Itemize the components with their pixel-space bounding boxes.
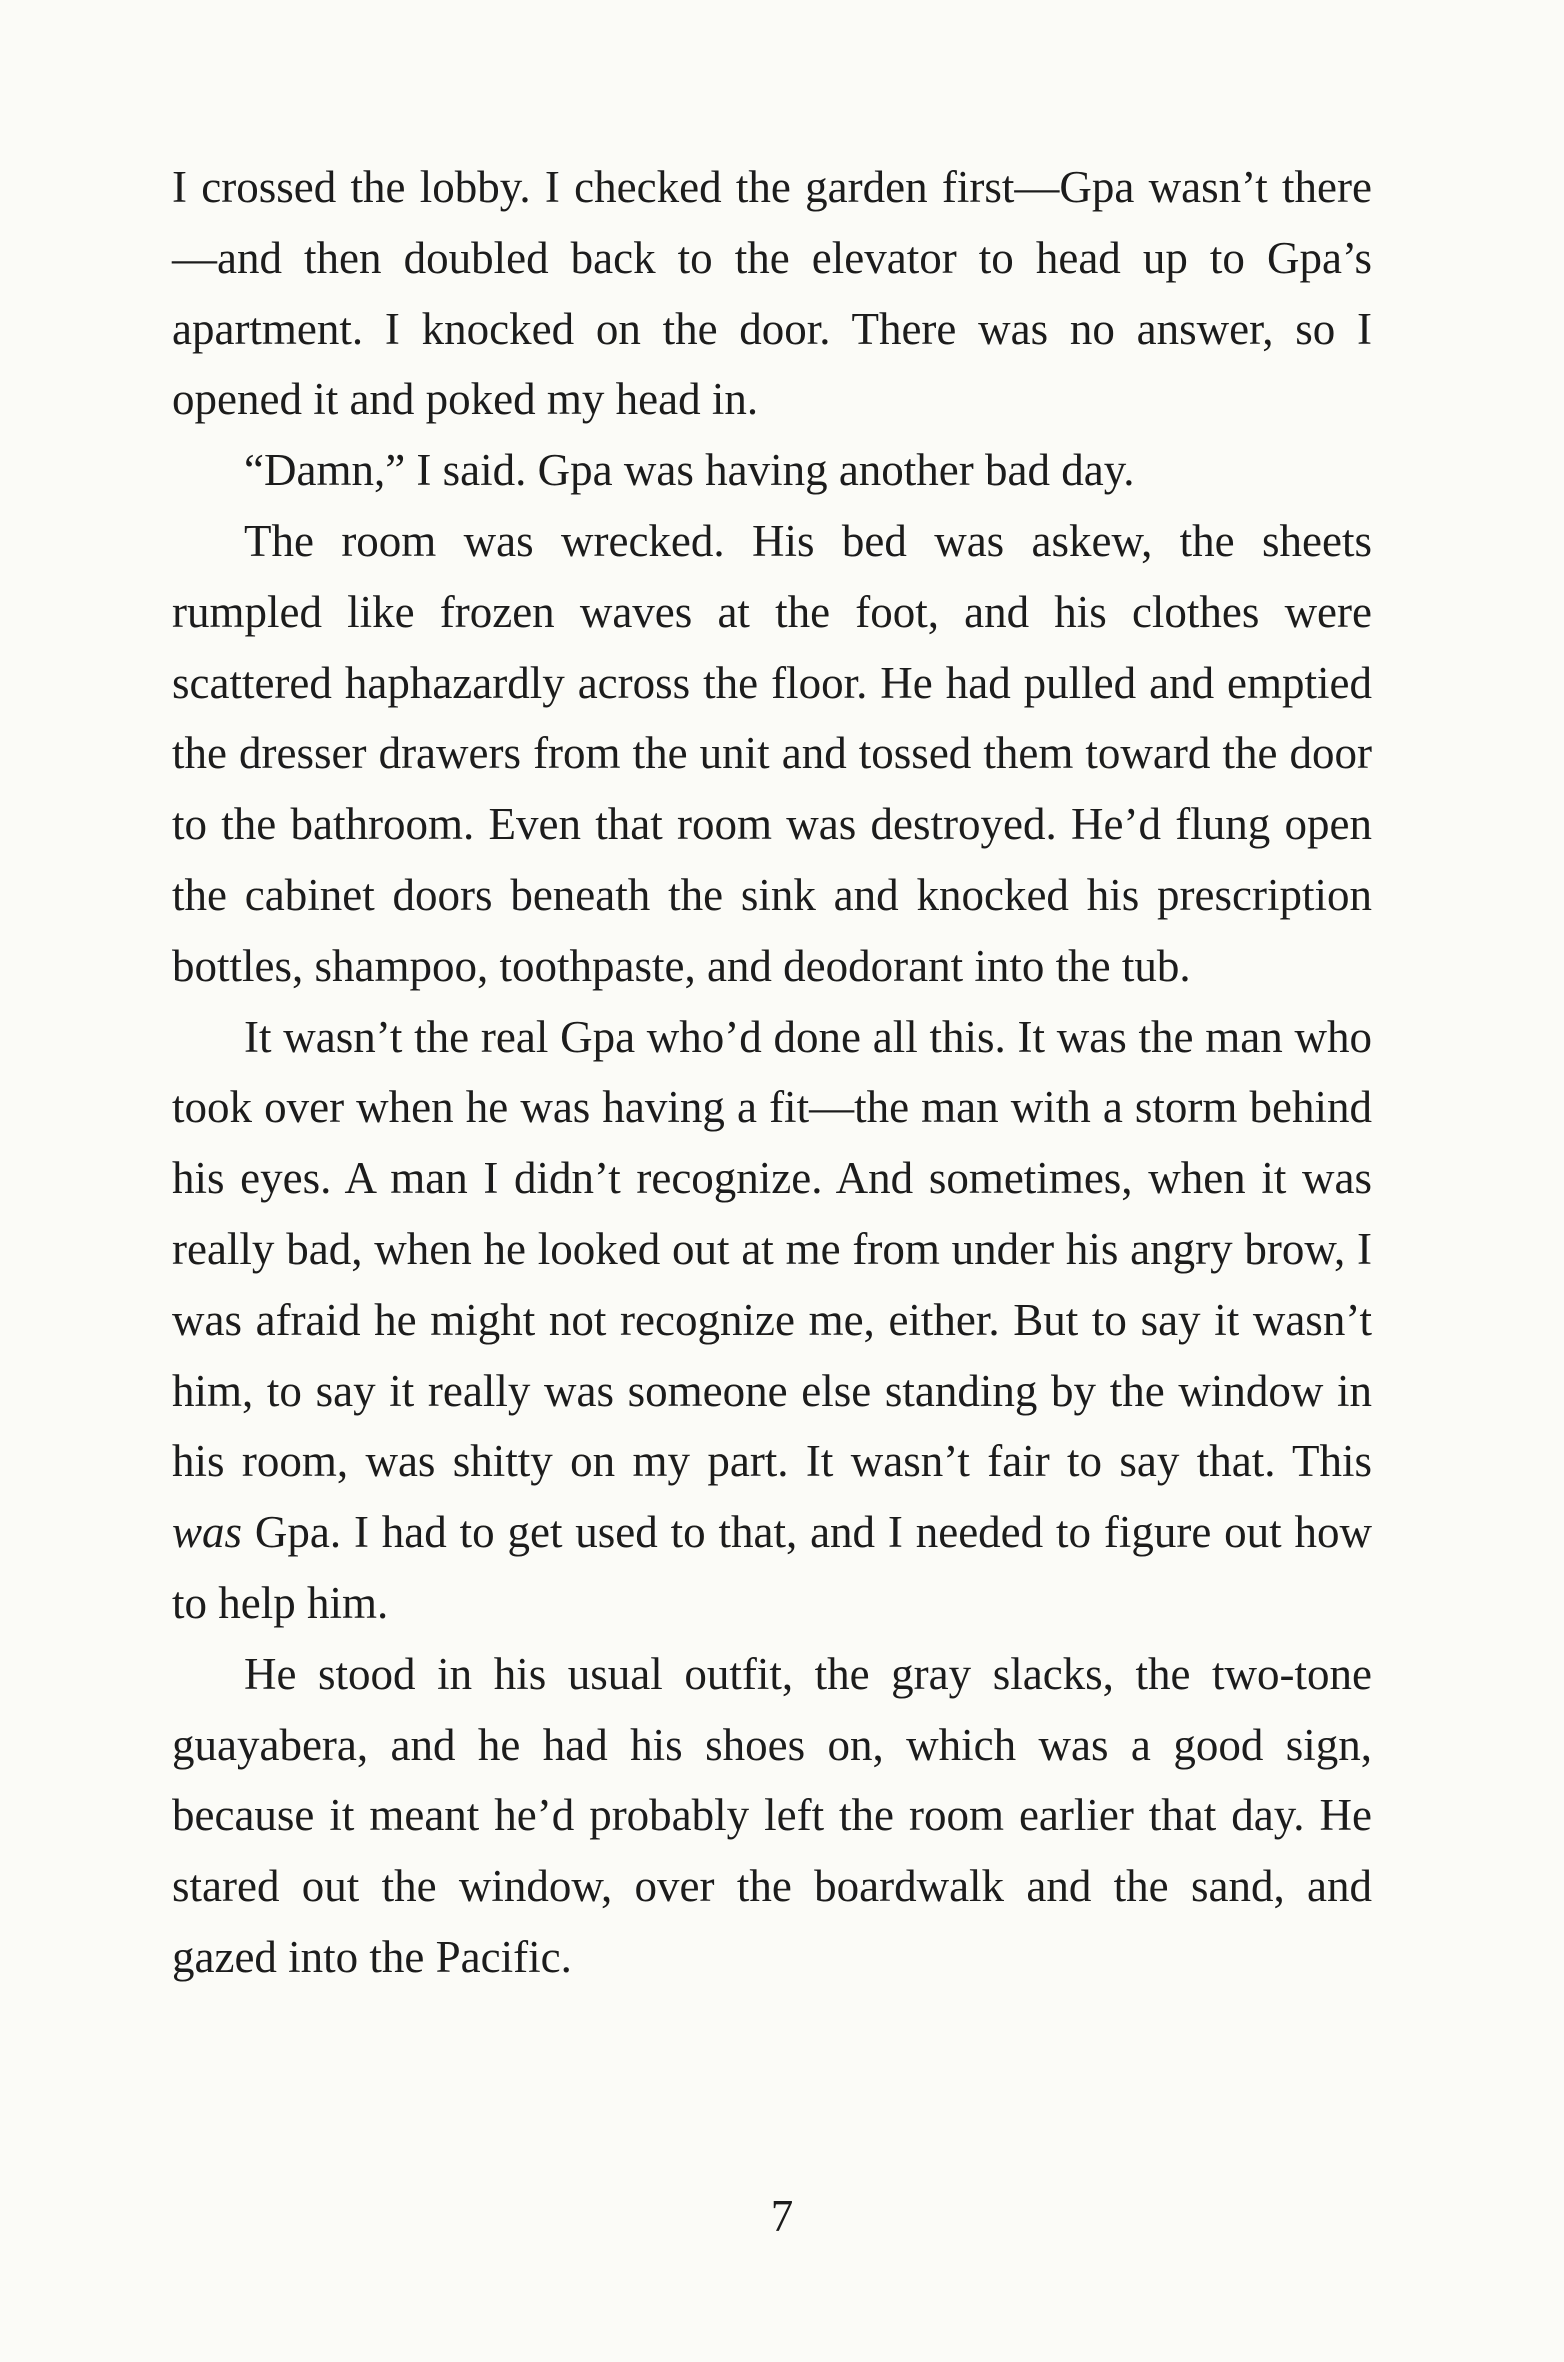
paragraph-4-emphasis: was [172, 1507, 243, 1558]
paragraph-5-text: He stood in his usual outfit, the gray slacks, the two-tone guayabera, and he had his shoes on, which was a good sign, because it meant he’d probably left the room earlier that day. He stared out the window, over the boardwalk and the sand, and gazed into the Pacific. [172, 1648, 1372, 1982]
paragraph-4 [172, 1002, 1372, 1639]
page-number: 7 [770, 2191, 794, 2241]
paragraph-4-text-b: Gpa. I had to get used to that, and I needed to figure out how to help him. [172, 1507, 1372, 1628]
paragraph-1-text: I crossed the lobby. I checked the garden first—Gpa wasn’t there—and then doubled back to the elevator to head up to Gpa’s apartment. I knocked on the door. There was no answer, so I opened it and poked my head in. [172, 162, 1372, 425]
paragraph-2-text: “Damn,” I said. Gpa was having another bad day. [244, 445, 1135, 496]
paragraph-3 [172, 506, 1372, 1002]
body-text [172, 152, 1372, 1993]
paragraph-4-text-a: It wasn’t the real Gpa who’d done all this. It was the man who took over when he was having a fit—the man with a storm behind his eyes. A man I didn’t recognize. And sometimes, when it was really bad, when he looked out at me from under his angry brow, I was afraid he might not recognize me, either. But to say it wasn’t him, to say it really was someone else standing by the window in his room, was shitty on my part. It wasn’t fair to say that. This [172, 1011, 1372, 1487]
paragraph-5 [172, 1639, 1372, 1993]
paragraph-2 [172, 435, 1372, 506]
paragraph-1 [172, 152, 1372, 435]
paragraph-3-text: The room was wrecked. His bed was askew, the sheets rumpled like frozen waves at the foot, and his clothes were scattered haphazardly across the floor. He had pulled and emptied the dresser drawers from the unit and tossed them toward the door to the bathroom. Even that room was destroyed. He’d flung open the cabinet doors beneath the sink and knocked his prescription bottles, shampoo, toothpaste, and deodorant into the tub. [172, 515, 1372, 991]
